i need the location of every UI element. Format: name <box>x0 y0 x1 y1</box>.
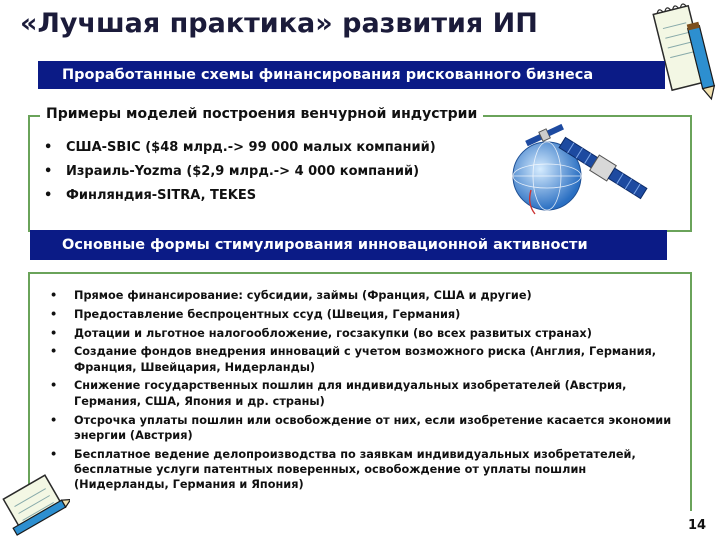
financing-schemes-banner <box>38 61 665 89</box>
page-number: 14 <box>688 518 707 533</box>
bullet-icon: • <box>44 188 53 203</box>
list-item <box>50 344 676 375</box>
bullet-icon: • <box>50 326 58 340</box>
pen-notepad-icon <box>0 470 70 538</box>
innovation-stimulus-banner <box>30 230 667 260</box>
list-item <box>50 413 676 444</box>
bullet-icon: • <box>50 447 58 461</box>
bullet-icon: • <box>44 140 53 155</box>
venture-models-list <box>44 136 436 208</box>
stimulus-forms-list <box>50 288 676 496</box>
slide-title: «Лучшая практика» развития ИП <box>20 8 538 39</box>
list-item <box>50 378 676 409</box>
list-item-text: Создание фондов внедрения инноваций с учетом возможного риска (Англия, Германия, Франция, Швейцария, Нидерланды) <box>74 345 657 374</box>
list-item <box>44 160 436 184</box>
bullet-icon: • <box>44 164 53 179</box>
bullet-icon: • <box>50 345 58 359</box>
list-item <box>44 136 436 160</box>
list-item-text: Дотации и льготное налогообложение, госзакупки (во всех развитых странах) <box>74 326 592 340</box>
bullet-icon: • <box>50 413 58 427</box>
list-item <box>50 288 676 303</box>
list-item <box>50 326 676 341</box>
bullet-icon: • <box>50 307 58 321</box>
bullet-icon: • <box>50 379 58 393</box>
satellite-globe-icon <box>505 118 655 228</box>
list-item-text: Снижение государственных пошлин для индивидуальных изобретателей (Австрия, Германия, США, Япония и др. страны) <box>74 379 627 408</box>
pen-notepad-icon <box>650 0 720 110</box>
list-item <box>50 447 676 493</box>
list-item <box>44 184 436 208</box>
list-item <box>50 307 676 322</box>
banner-text: Основные формы стимулирования инновационной активности <box>62 237 588 253</box>
bullet-icon: • <box>50 289 58 302</box>
list-item-text: Прямое финансирование: субсидии, займы (Франция, США и другие) <box>74 289 532 302</box>
list-item-text: Отсрочка уплаты пошлин или освобождение от них, если изобретение касается экономии энергии (Австрия) <box>74 413 672 442</box>
list-item-text: Предоставление беспроцентных ссуд (Швеция, Германия) <box>74 307 461 321</box>
list-item-text: США-SBIC ($48 млрд.-> 99 000 малых компаний) <box>66 140 436 155</box>
list-item-text: Финляндия-SITRA, TEKES <box>66 188 257 203</box>
list-item-text: Бесплатное ведение делопроизводства по заявкам индивидуальных изобретателей, бесплатные услуги патентных поверенных, освобождение от уплаты пошлин (Нидерланды, Германия и Япония) <box>74 447 636 492</box>
venture-models-heading: Примеры моделей построения венчурной индустрии <box>40 106 483 122</box>
list-item-text: Израиль-Yozma ($2,9 млрд.-> 4 000 компаний) <box>66 164 420 179</box>
banner-text: Проработанные схемы финансирования рискованного бизнеса <box>62 67 594 83</box>
